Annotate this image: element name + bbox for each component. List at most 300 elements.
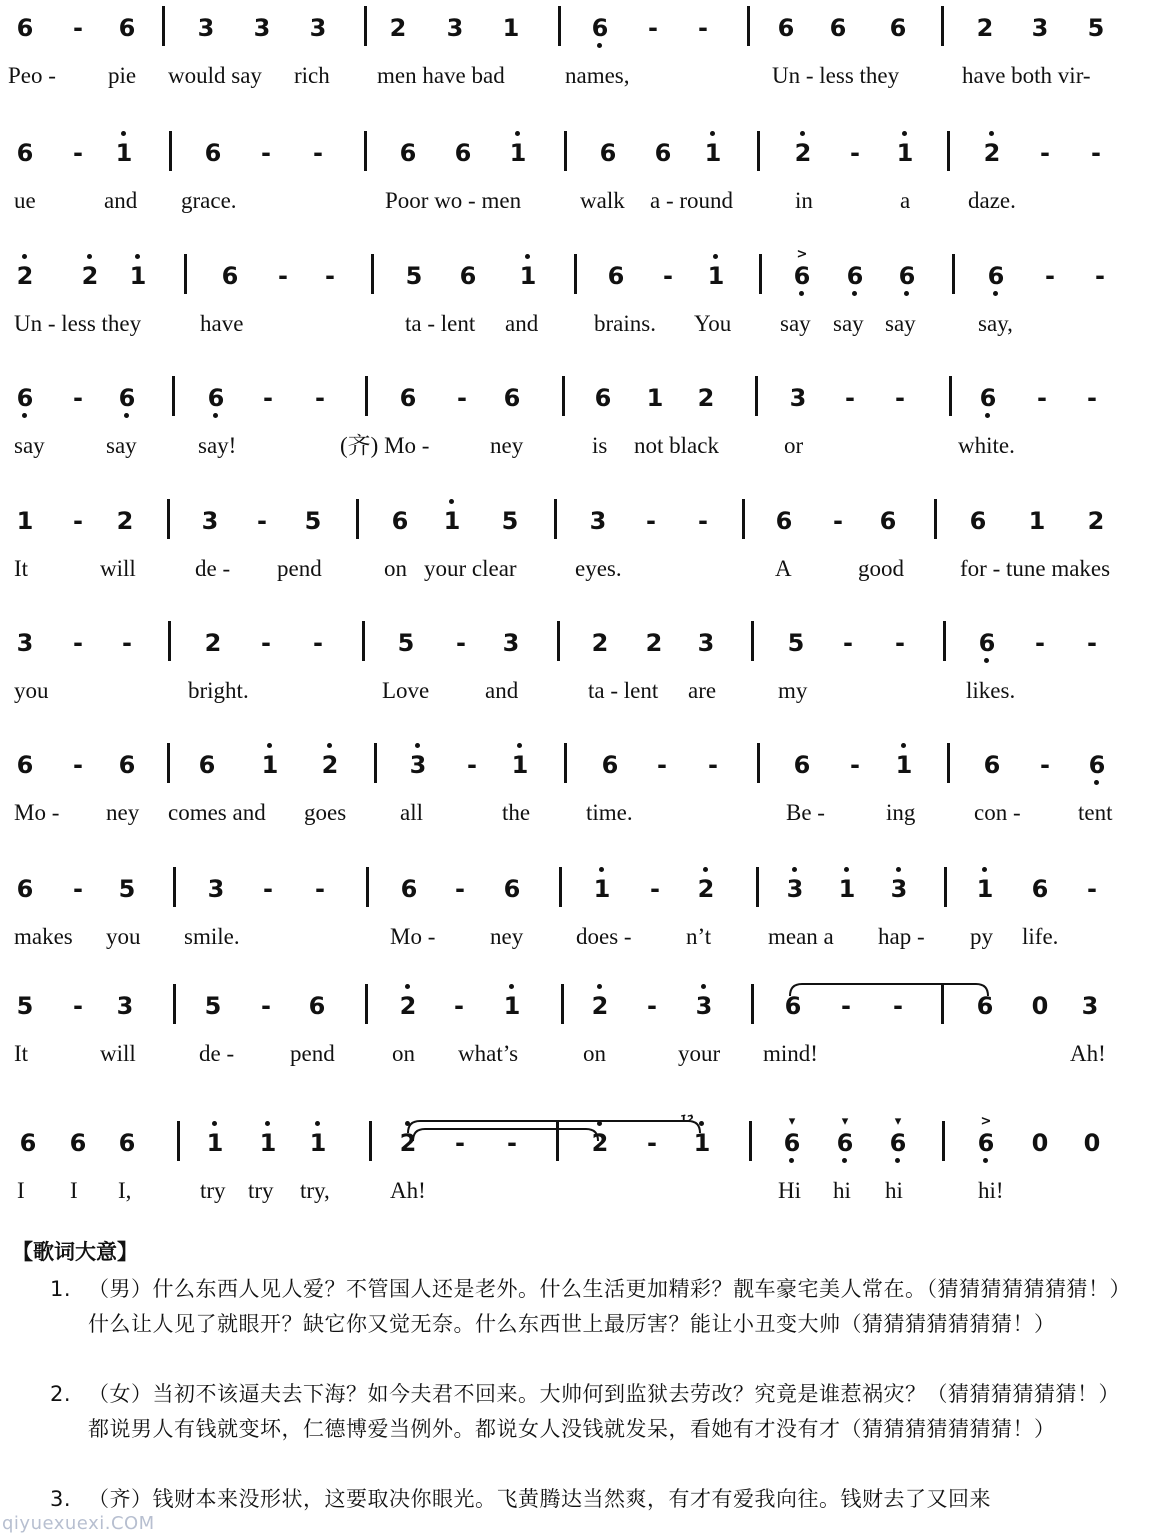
barline: [947, 743, 950, 783]
octave-dot-high: [265, 1121, 270, 1126]
note-dash: -: [454, 992, 464, 1020]
note: 6: [654, 139, 672, 167]
barline: [757, 743, 760, 783]
note: 3: [446, 14, 464, 42]
score-system: [0, 493, 1150, 603]
note-dash: -: [261, 629, 271, 657]
lyric: walk: [580, 188, 625, 213]
note: 6: [599, 139, 617, 167]
barline: [564, 131, 567, 171]
octave-dot-low: [842, 1158, 847, 1163]
note: 3: [589, 507, 607, 535]
lyric: hap -: [878, 924, 925, 949]
lyric: all: [400, 800, 423, 825]
note: 2: [396, 1129, 420, 1157]
score-system: [0, 1115, 1150, 1225]
lyric: Be -: [786, 800, 825, 825]
barline: [934, 499, 937, 539]
lyric: tent: [1078, 800, 1113, 825]
lyric: is: [592, 433, 608, 458]
note: 6: [879, 507, 897, 535]
note: 6: [503, 384, 521, 412]
octave-dot-low: [852, 291, 857, 296]
lyric: de -: [195, 556, 231, 581]
note: 3: [783, 875, 807, 903]
lyric: goes: [304, 800, 347, 825]
note-dash: -: [455, 875, 465, 903]
note: 1: [590, 875, 614, 903]
lyric: you: [14, 678, 49, 703]
note-dash: -: [845, 384, 855, 412]
note: 6: [198, 751, 216, 779]
note: 1: [440, 507, 464, 535]
note: 6: [221, 262, 239, 290]
note-dash: -: [261, 139, 271, 167]
octave-dot-high: [415, 743, 420, 748]
note: 2: [645, 629, 663, 657]
note: 6: [976, 384, 1000, 412]
octave-dot-high: [327, 743, 332, 748]
meaning-item: [50, 1482, 1140, 1517]
note: 3: [201, 507, 219, 535]
barline: [756, 867, 759, 907]
note: 6: [399, 384, 417, 412]
lyric: not black: [634, 433, 719, 458]
lyric: pend: [290, 1041, 335, 1066]
lyric: my: [778, 678, 808, 703]
score-system: [0, 978, 1150, 1088]
barline: [168, 621, 171, 661]
barline: [556, 1121, 559, 1161]
note-dash: -: [843, 629, 853, 657]
barline: [942, 1121, 945, 1161]
lyric: ta - lent: [405, 311, 476, 336]
note-dash: -: [1037, 384, 1047, 412]
lyric: say: [14, 433, 45, 458]
note: 1: [835, 875, 859, 903]
note-dash: -: [313, 139, 323, 167]
note: 6 ▾: [886, 1129, 910, 1157]
barline: [742, 499, 745, 539]
lyric: A: [775, 556, 792, 581]
note: 1: [508, 751, 532, 779]
lyric: comes and: [168, 800, 266, 825]
barline: [558, 6, 561, 46]
note: 1: [258, 751, 282, 779]
note: 3: [309, 14, 327, 42]
note: 3: [16, 629, 34, 657]
octave-dot-high: [901, 743, 906, 748]
octave-dot-low: [984, 658, 989, 663]
barline: [366, 867, 369, 907]
note: 6: [829, 14, 847, 42]
lyric: try: [200, 1178, 226, 1203]
octave-dot-high: [405, 1121, 410, 1126]
note-dash: -: [895, 384, 905, 412]
lyric: Mo -: [14, 800, 60, 825]
note-dash: -: [261, 992, 271, 1020]
lyric: py: [970, 924, 993, 949]
note-dash: -: [507, 1129, 517, 1157]
octave-dot-high: [315, 1121, 320, 1126]
octave-dot-high: [121, 131, 126, 136]
octave-dot-low: [597, 43, 602, 48]
octave-dot-high: [844, 867, 849, 872]
barline: [749, 1121, 752, 1161]
note: 2: [116, 507, 134, 535]
barline: [755, 376, 758, 416]
octave-dot-low: [985, 413, 990, 418]
note: 5: [787, 629, 805, 657]
lyric: con -: [974, 800, 1021, 825]
lyric: likes.: [966, 678, 1016, 703]
note-dash: -: [850, 139, 860, 167]
lyric: try: [248, 1178, 274, 1203]
lyric: I: [70, 1178, 78, 1203]
score-system: [0, 0, 1150, 110]
barline: [364, 131, 367, 171]
lyric: You: [694, 311, 732, 336]
lyric: daze.: [968, 188, 1016, 213]
note: 6: [607, 262, 625, 290]
note: 6: [400, 875, 418, 903]
octave-dot-high: [597, 984, 602, 989]
octave-dot-low: [213, 413, 218, 418]
lyric: ue: [14, 188, 36, 213]
note: 6: [784, 992, 802, 1020]
barline: [747, 6, 750, 46]
note-dash: -: [73, 751, 83, 779]
barline: [561, 984, 564, 1024]
note: 2: [1087, 507, 1105, 535]
note: 0: [1031, 992, 1049, 1020]
lyric: time.: [586, 800, 633, 825]
note: 6: [391, 507, 409, 535]
note: 3: [887, 875, 911, 903]
accent-mark: >: [980, 1114, 992, 1129]
note: 2: [588, 1129, 612, 1157]
score-system: [0, 615, 1150, 725]
barline: [371, 254, 374, 294]
score-system: [0, 125, 1150, 235]
note: 1: [506, 139, 530, 167]
lyric: pie: [108, 63, 137, 88]
barline: [562, 376, 565, 416]
note: 2: [591, 629, 609, 657]
note-dash: -: [73, 992, 83, 1020]
note: 6: [975, 629, 999, 657]
note: 6 >: [790, 262, 814, 290]
lyric: Poor wo - men: [385, 188, 522, 213]
note: 1: [112, 139, 136, 167]
octave-dot-high: [212, 1121, 217, 1126]
note-dash: -: [278, 262, 288, 290]
lyric: say!: [198, 433, 237, 458]
note: 3: [116, 992, 134, 1020]
barline: [952, 254, 955, 294]
note: 6: [16, 751, 34, 779]
barline: [172, 376, 175, 416]
barline: [173, 867, 176, 907]
lyric: white.: [958, 433, 1015, 458]
octave-dot-high: [989, 131, 994, 136]
lyric: a - round: [650, 188, 734, 213]
note-dash: -: [647, 992, 657, 1020]
barline: [173, 984, 176, 1024]
barline: [947, 131, 950, 171]
octave-dot-high: [902, 131, 907, 136]
lyric: names,: [565, 63, 630, 88]
note: 5: [1087, 14, 1105, 42]
barline: [751, 621, 754, 661]
note: 2: [980, 139, 1004, 167]
note: 3: [692, 992, 716, 1020]
note: 6: [777, 14, 795, 42]
note-dash: -: [663, 262, 673, 290]
lyric: pend: [277, 556, 322, 581]
note-dash: -: [698, 14, 708, 42]
note-dash: -: [698, 507, 708, 535]
note: 1: [126, 262, 150, 290]
note: 1: [646, 384, 664, 412]
note-dash: -: [455, 1129, 465, 1157]
note-dash: -: [1035, 629, 1045, 657]
barline: [184, 254, 187, 294]
octave-dot-high: [800, 131, 805, 136]
note: 1: [500, 992, 524, 1020]
accent-mark: >: [796, 247, 808, 262]
lyric: in: [795, 188, 813, 213]
score-system: [0, 370, 1150, 480]
meaning-text: （齐）钱财本来没形状，这要取决你眼光。飞黄腾达当然爽，有才有爱我向往。钱财去了又回来: [88, 1487, 991, 1511]
lyric: hi: [833, 1178, 851, 1203]
barline: [554, 499, 557, 539]
note: 6: [118, 1129, 136, 1157]
octave-dot-high: [701, 984, 706, 989]
lyric: will: [100, 1041, 136, 1066]
note-dash: -: [1095, 262, 1105, 290]
note: 1: [16, 507, 34, 535]
note: 1: [1028, 507, 1046, 535]
note: 6 ▾: [833, 1129, 857, 1157]
barline: [374, 743, 377, 783]
barline: [759, 254, 762, 294]
meaning-number: 1.: [50, 1277, 72, 1301]
lyric: ney: [490, 924, 524, 949]
note-dash: -: [1040, 751, 1050, 779]
score-system: [0, 737, 1150, 847]
lyric: your clear: [424, 556, 517, 581]
note: 2: [78, 262, 102, 290]
lyric: and: [485, 678, 519, 703]
note-dash: -: [313, 629, 323, 657]
note: 6: [984, 262, 1008, 290]
note: 6: [983, 751, 1001, 779]
lyric: I: [17, 1178, 25, 1203]
lyric: say: [106, 433, 137, 458]
lyric: you: [106, 924, 141, 949]
note: 3: [197, 14, 215, 42]
octave-dot-low: [1094, 780, 1099, 785]
barline: [362, 621, 365, 661]
note: 5: [304, 507, 322, 535]
note: 6: [16, 875, 34, 903]
score-system: [0, 861, 1150, 971]
lyric: have: [200, 311, 244, 336]
note: 2: [204, 629, 222, 657]
lyric: say: [780, 311, 811, 336]
note: 2: [791, 139, 815, 167]
octave-dot-high: [896, 867, 901, 872]
octave-dot-high: [703, 867, 708, 872]
note-dash: -: [650, 875, 660, 903]
note: 2: [318, 751, 342, 779]
lyric: say: [833, 311, 864, 336]
note-dash: -: [893, 992, 903, 1020]
lyric: ta - lent: [588, 678, 659, 703]
note: 6: [16, 139, 34, 167]
meaning-text: （男）什么东西人见人爱？不管国人还是老外。什么生活更加精彩？靓车豪宅美人常在。（猜猜猜猜猜猜猜！）什么让人见了就眼开？缺它你又觉无奈。什么东西世上最厉害？能让小丑变大帅（猜猜猜猜猜猜猜！）: [88, 1277, 1131, 1336]
lyric: does -: [576, 924, 632, 949]
note: 1: [704, 262, 728, 290]
lyric: It: [14, 1041, 29, 1066]
octave-dot-high: [710, 131, 715, 136]
note-dash: -: [1045, 262, 1055, 290]
note: 6: [594, 384, 612, 412]
lyric: (齐) Mo -: [340, 433, 430, 458]
octave-dot-high: [22, 254, 27, 259]
lyric: rich: [294, 63, 330, 88]
note: 3: [502, 629, 520, 657]
meaning-number: 2.: [50, 1382, 72, 1406]
note: 1: [892, 751, 916, 779]
note: 2: [694, 875, 718, 903]
lyric: mind!: [763, 1041, 818, 1066]
lyric: eyes.: [575, 556, 622, 581]
lyric: say: [885, 311, 916, 336]
note: 1: [203, 1129, 227, 1157]
note: 5: [397, 629, 415, 657]
octave-dot-high: [599, 867, 604, 872]
note-dash: -: [263, 875, 273, 903]
lyric: the: [502, 800, 531, 825]
barline: [944, 867, 947, 907]
note-dash: -: [648, 14, 658, 42]
note: 3: [1081, 992, 1099, 1020]
note-dash: -: [850, 751, 860, 779]
note-dash: -: [257, 507, 267, 535]
note-dash: -: [457, 384, 467, 412]
octave-dot-high: [982, 867, 987, 872]
barline: [177, 1121, 180, 1161]
octave-dot-low: [904, 291, 909, 296]
note-dash: -: [122, 629, 132, 657]
note: 0: [1083, 1129, 1101, 1157]
lyric: smile.: [184, 924, 240, 949]
barline: [557, 621, 560, 661]
note: 6: [588, 14, 612, 42]
lyric: men have bad: [377, 63, 505, 88]
note: 1: [306, 1129, 330, 1157]
barline: [364, 6, 367, 46]
note: 1: [973, 875, 997, 903]
note: 1: [502, 14, 520, 42]
octave-dot-high: [517, 743, 522, 748]
lyric: Hi: [778, 1178, 801, 1203]
note-dash: -: [1040, 139, 1050, 167]
lyric: n’t: [686, 924, 712, 949]
octave-dot-high: [449, 499, 454, 504]
octave-dot-low: [789, 1158, 794, 1163]
note: 5: [118, 875, 136, 903]
note-dash: -: [315, 384, 325, 412]
note: 6: [13, 384, 37, 412]
note: 6: [843, 262, 867, 290]
lyric: life.: [1022, 924, 1059, 949]
note: 6: [308, 992, 326, 1020]
note: 6: [895, 262, 919, 290]
note: 2: [976, 14, 994, 42]
note: 2: [697, 384, 715, 412]
barline: [943, 621, 946, 661]
note: 6: [601, 751, 619, 779]
note: 1: [893, 139, 917, 167]
lyric: hi: [885, 1178, 903, 1203]
lyric: Un - less they: [772, 63, 900, 88]
octave-dot-low: [993, 291, 998, 296]
note: 5: [405, 262, 423, 290]
note-dash: -: [73, 14, 83, 42]
note: 6: [969, 507, 987, 535]
barline: [564, 743, 567, 783]
watermark: qiyuexuexi.COM: [2, 1513, 155, 1534]
meaning-item: [50, 1377, 1140, 1447]
note: 6: [69, 1129, 87, 1157]
note: 2: [396, 992, 420, 1020]
note: 6: [204, 139, 222, 167]
lyric: what’s: [458, 1041, 519, 1066]
octave-dot-high: [699, 1121, 704, 1126]
note-dash: -: [263, 384, 273, 412]
note: 6: [118, 751, 136, 779]
note-dash: -: [1087, 384, 1097, 412]
note: 6 ▾: [780, 1129, 804, 1157]
barline: [941, 6, 944, 46]
note: 6: [793, 751, 811, 779]
lyric: for - tune makes: [960, 556, 1111, 581]
barline: [574, 254, 577, 294]
lyric: will: [100, 556, 136, 581]
lyric: Ah!: [1070, 1041, 1106, 1066]
barline: [167, 499, 170, 539]
staccato-mark: ▾: [894, 1114, 902, 1129]
lyric: mean a: [768, 924, 834, 949]
octave-dot-low: [124, 413, 129, 418]
note: 1 1̇2̇: [680, 1114, 711, 1157]
barline: [365, 376, 368, 416]
note-dash: -: [657, 751, 667, 779]
lyric: grace.: [181, 188, 237, 213]
note: 6: [976, 992, 994, 1020]
note: 5: [16, 992, 34, 1020]
lyric: bright.: [188, 678, 249, 703]
note-dash: -: [315, 875, 325, 903]
lyric: It: [14, 556, 29, 581]
note: 3: [253, 14, 271, 42]
barline: [757, 131, 760, 171]
lyric: ney: [490, 433, 524, 458]
barline: [369, 1121, 372, 1161]
